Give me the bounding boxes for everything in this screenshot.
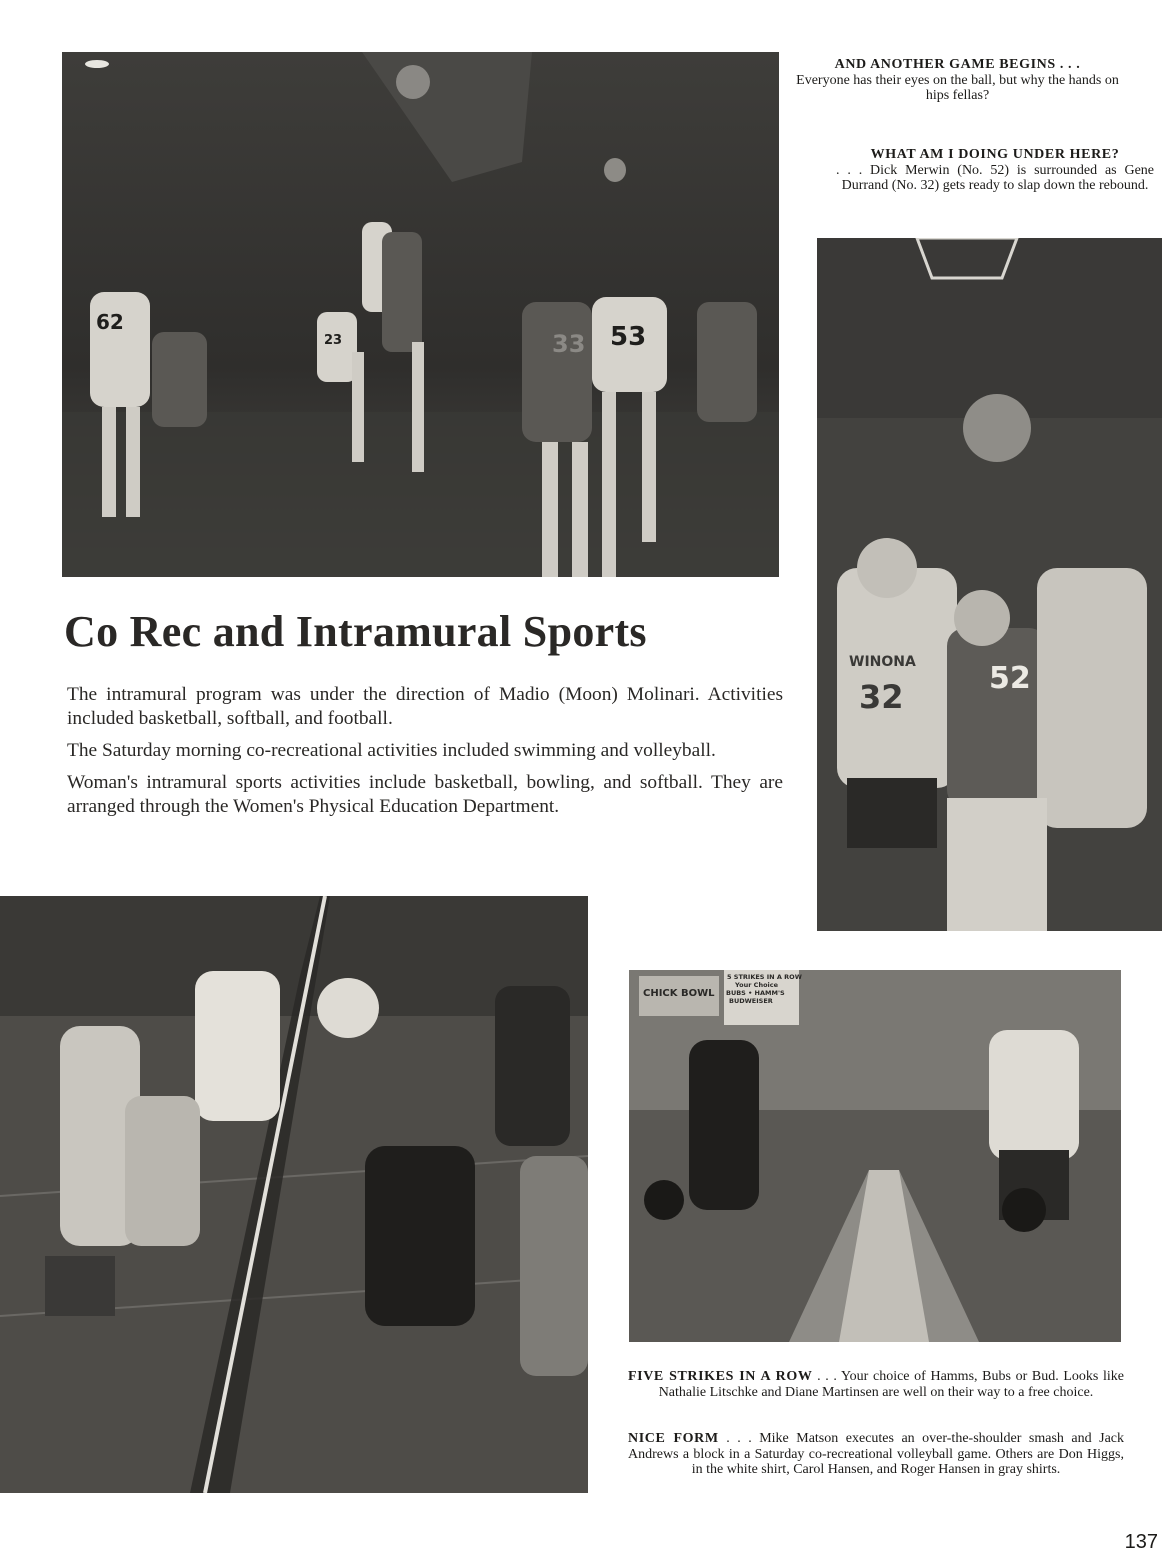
jersey-number: 23: [324, 333, 343, 348]
photo-bowling: [629, 970, 1121, 1342]
jersey-team-name: WINONA: [849, 654, 916, 670]
jersey-number: 62: [96, 310, 124, 334]
bowling-sign-text: BOWL: [681, 988, 715, 999]
caption-lead: FIVE STRIKES IN A ROW: [628, 1369, 813, 1384]
body-text: [67, 683, 783, 827]
caption-lead: NICE FORM: [628, 1431, 719, 1446]
body-paragraph: The Saturday morning co-recreational activities included swimming and volleyball.: [67, 740, 716, 761]
body-paragraph: The intramural program was under the direction of Madio (Moon) Molinari. Activities included basketball, softball, and football.: [67, 684, 783, 729]
jersey-number: 33: [552, 330, 586, 358]
page-title: Co Rec and Intramural Sports: [64, 607, 647, 656]
photo-volleyball: [0, 896, 588, 1493]
body-paragraph: Woman's intramural sports activities include basketball, bowling, and softball. They are arranged through the Women's Physical Education Department.: [67, 772, 783, 817]
jersey-number: 32: [859, 678, 904, 716]
caption-text: . . . Mike Matson executes an over-the-shoulder smash and Jack Andrews a block in a Saturday co-recreational volleyball game. Others are Don Higgs, in the white shirt, Carol Hansen, and Roger Hansen in gray shirts.: [628, 1431, 1125, 1477]
jersey-number: 53: [610, 322, 647, 352]
caption-five-strikes: [628, 1369, 1124, 1400]
caption-what-am-i-doing: [836, 147, 1154, 194]
caption-another-game: [790, 57, 1125, 104]
bowling-sign-text: CHICK: [643, 988, 678, 999]
caption-text: . . . Dick Merwin (No. 52) is surrounded as Gene Durrand (No. 32) gets ready to slap down the rebound.: [836, 162, 1154, 193]
bowling-sign-text: 5 STRIKES IN A ROW: [727, 973, 802, 981]
photo-basketball-game: [62, 52, 779, 577]
caption-text: Everyone has their eyes on the ball, but why the hands on hips fellas?: [796, 72, 1119, 103]
caption-lead: WHAT AM I DOING UNDER HERE?: [870, 147, 1120, 162]
jersey-number: 52: [989, 661, 1031, 696]
caption-nice-form: [628, 1431, 1124, 1478]
caption-text: . . . Your choice of Hamms, Bubs or Bud. Looks like Nathalie Litschke and Diane Martinsen are well on their way to a free choice.: [658, 1369, 1124, 1400]
bowling-sign-text: BUDWEISER: [729, 997, 773, 1005]
photo-rebound: [817, 238, 1162, 931]
page-number: 137: [1124, 1531, 1158, 1553]
caption-lead: AND ANOTHER GAME BEGINS . . .: [834, 57, 1081, 72]
bowling-sign-text: BUBS • HAMM'S: [726, 989, 785, 997]
bowling-sign-text: Your Choice: [735, 981, 779, 989]
